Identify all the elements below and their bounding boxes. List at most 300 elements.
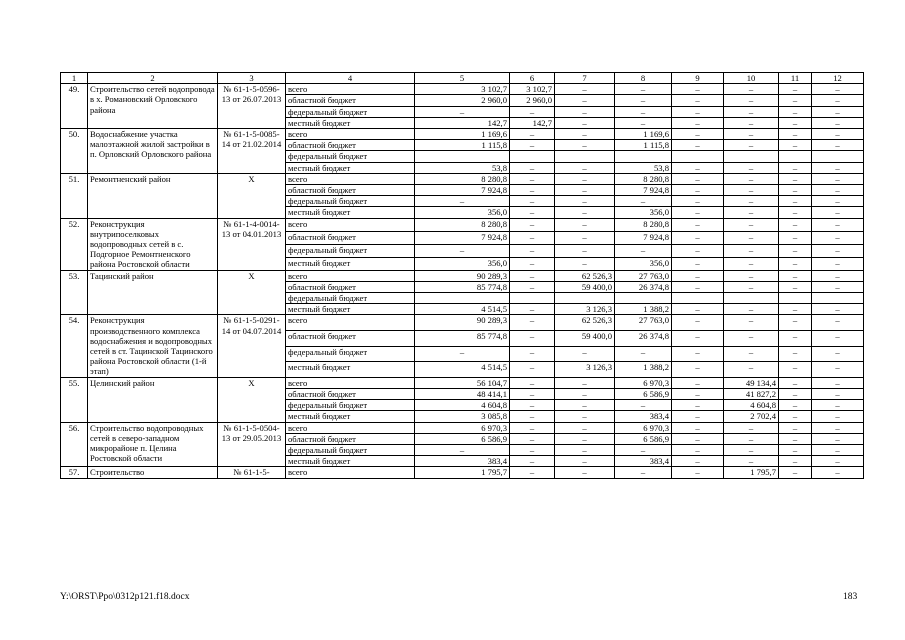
amount-cell: – — [672, 346, 724, 362]
amount-cell: 27 763,0 — [615, 315, 672, 331]
amount-cell: 2 960,0 — [510, 95, 555, 106]
budget-type: местный бюджет — [286, 257, 415, 270]
budget-type: федеральный бюджет — [286, 444, 415, 455]
amount-cell: – — [779, 433, 812, 444]
amount-cell: – — [724, 244, 779, 257]
amount-cell: – — [779, 444, 812, 455]
page-number: 183 — [843, 592, 858, 602]
amount-cell: – — [779, 95, 812, 106]
amount-cell: – — [555, 140, 615, 151]
amount-cell: – — [615, 467, 672, 478]
object-name: Целинский район — [88, 377, 218, 422]
budget-type: всего — [286, 218, 415, 231]
amount-cell: 90 289,3 — [415, 270, 510, 281]
amount-cell: – — [510, 270, 555, 281]
amount-cell: – — [672, 362, 724, 378]
amount-cell: 49 134,4 — [724, 377, 779, 388]
amount-cell: – — [615, 106, 672, 117]
amount-cell: 2 960,0 — [415, 95, 510, 106]
amount-cell: – — [555, 207, 615, 218]
amount-cell: – — [779, 304, 812, 315]
amount-cell: 3 102,7 — [510, 84, 555, 95]
amount-cell: 383,4 — [615, 456, 672, 467]
amount-cell: – — [615, 117, 672, 128]
budget-type: местный бюджет — [286, 456, 415, 467]
table-row — [61, 377, 864, 388]
amount-cell: 383,4 — [415, 456, 510, 467]
amount-cell: – — [724, 315, 779, 331]
amount-cell: 1 388,2 — [615, 304, 672, 315]
amount-cell: 4 604,8 — [724, 400, 779, 411]
amount-cell: – — [724, 257, 779, 270]
amount-cell: – — [615, 346, 672, 362]
amount-cell: 1 115,8 — [615, 140, 672, 151]
column-number: 6 — [510, 73, 555, 84]
amount-cell: – — [672, 84, 724, 95]
amount-cell: – — [812, 162, 864, 173]
budget-type: местный бюджет — [286, 362, 415, 378]
amount-cell — [555, 151, 615, 162]
table-row — [61, 173, 864, 184]
amount-cell: 53,8 — [615, 162, 672, 173]
amount-cell: – — [510, 377, 555, 388]
amount-cell: – — [555, 117, 615, 128]
amount-cell — [779, 151, 812, 162]
amount-cell: – — [510, 244, 555, 257]
budget-type: областной бюджет — [286, 95, 415, 106]
amount-cell: 48 414,1 — [415, 388, 510, 399]
amount-cell: 3 126,3 — [555, 362, 615, 378]
amount-cell: 27 763,0 — [615, 270, 672, 281]
amount-cell: – — [812, 377, 864, 388]
amount-cell: 356,0 — [615, 257, 672, 270]
amount-cell: 142,7 — [510, 117, 555, 128]
amount-cell: – — [812, 315, 864, 331]
amount-cell: – — [672, 388, 724, 399]
amount-cell: – — [672, 231, 724, 244]
row-number: 56. — [61, 422, 88, 467]
budget-type: федеральный бюджет — [286, 244, 415, 257]
amount-cell — [615, 151, 672, 162]
budget-type: областной бюджет — [286, 433, 415, 444]
amount-cell: – — [779, 257, 812, 270]
amount-cell: – — [812, 244, 864, 257]
amount-cell: 85 774,8 — [415, 331, 510, 347]
table-row — [61, 218, 864, 231]
amount-cell: 7 924,8 — [415, 185, 510, 196]
amount-cell: – — [555, 456, 615, 467]
amount-cell: – — [615, 196, 672, 207]
amount-cell: 6 586,9 — [615, 388, 672, 399]
amount-cell: – — [672, 411, 724, 422]
budget-type: областной бюджет — [286, 388, 415, 399]
amount-cell: – — [510, 218, 555, 231]
column-number: 11 — [779, 73, 812, 84]
amount-cell: 1 795,7 — [724, 467, 779, 478]
amount-cell: – — [672, 95, 724, 106]
amount-cell: – — [510, 315, 555, 331]
document-number: № 61-1-4-0014-13 от 04.01.2013 — [218, 218, 286, 270]
amount-cell: – — [555, 185, 615, 196]
budget-type: областной бюджет — [286, 231, 415, 244]
budget-type: всего — [286, 377, 415, 388]
amount-cell: – — [724, 207, 779, 218]
amount-cell: – — [555, 444, 615, 455]
amount-cell: – — [779, 84, 812, 95]
document-number: Х — [218, 377, 286, 422]
object-name: Реконструкция внутрипоселковых водопроводных сетей в с. Подгорное Ремонтненского района Ростовской области — [88, 218, 218, 270]
amount-cell: 1 795,7 — [415, 467, 510, 478]
amount-cell — [510, 151, 555, 162]
document-number: № 61-1-5-0085-14 от 21.02.2014 — [218, 129, 286, 174]
column-number: 10 — [724, 73, 779, 84]
amount-cell: – — [555, 218, 615, 231]
amount-cell: 56 104,7 — [415, 377, 510, 388]
amount-cell: – — [812, 304, 864, 315]
amount-cell: – — [510, 173, 555, 184]
amount-cell: – — [812, 185, 864, 196]
amount-cell: – — [779, 388, 812, 399]
budget-type: местный бюджет — [286, 411, 415, 422]
amount-cell: 53,8 — [415, 162, 510, 173]
amount-cell: 62 526,3 — [555, 315, 615, 331]
amount-cell: – — [510, 185, 555, 196]
amount-cell: – — [555, 196, 615, 207]
amount-cell: – — [510, 281, 555, 292]
amount-cell — [812, 293, 864, 304]
amount-cell: – — [812, 411, 864, 422]
amount-cell: 8 280,8 — [615, 218, 672, 231]
amount-cell: – — [812, 196, 864, 207]
amount-cell: – — [510, 388, 555, 399]
amount-cell: – — [672, 467, 724, 478]
amount-cell: 4 604,8 — [415, 400, 510, 411]
amount-cell: – — [779, 129, 812, 140]
amount-cell: – — [415, 106, 510, 117]
amount-cell: – — [779, 117, 812, 128]
amount-cell — [510, 293, 555, 304]
amount-cell: 6 586,9 — [615, 433, 672, 444]
document-number: № 61-1-5- — [218, 467, 286, 478]
column-number: 8 — [615, 73, 672, 84]
amount-cell: – — [812, 270, 864, 281]
amount-cell: – — [779, 173, 812, 184]
amount-cell: – — [672, 129, 724, 140]
amount-cell: 6 970,3 — [615, 422, 672, 433]
amount-cell: – — [812, 444, 864, 455]
amount-cell: – — [672, 444, 724, 455]
amount-cell: – — [555, 173, 615, 184]
amount-cell: 1 115,8 — [415, 140, 510, 151]
amount-cell: – — [779, 231, 812, 244]
amount-cell: – — [415, 244, 510, 257]
amount-cell: – — [724, 456, 779, 467]
budget-type: всего — [286, 315, 415, 331]
row-number: 50. — [61, 129, 88, 174]
amount-cell: 7 924,8 — [415, 231, 510, 244]
header-row — [61, 73, 864, 84]
amount-cell: – — [779, 331, 812, 347]
amount-cell: – — [779, 467, 812, 478]
column-number: 2 — [88, 73, 218, 84]
amount-cell: – — [555, 388, 615, 399]
amount-cell: – — [510, 106, 555, 117]
budget-type: областной бюджет — [286, 331, 415, 347]
amount-cell — [415, 293, 510, 304]
amount-cell: 7 924,8 — [615, 185, 672, 196]
amount-cell: – — [724, 346, 779, 362]
amount-cell: – — [812, 388, 864, 399]
budget-type: областной бюджет — [286, 140, 415, 151]
amount-cell: 356,0 — [415, 257, 510, 270]
row-number: 51. — [61, 173, 88, 218]
budget-type: федеральный бюджет — [286, 346, 415, 362]
table-row — [61, 315, 864, 331]
amount-cell: – — [510, 362, 555, 378]
amount-cell: – — [724, 422, 779, 433]
amount-cell: 142,7 — [415, 117, 510, 128]
amount-cell — [555, 293, 615, 304]
amount-cell: – — [724, 196, 779, 207]
row-number: 52. — [61, 218, 88, 270]
amount-cell: – — [724, 129, 779, 140]
amount-cell: – — [672, 162, 724, 173]
amount-cell: 8 280,8 — [615, 173, 672, 184]
amount-cell: – — [555, 244, 615, 257]
amount-cell: – — [672, 304, 724, 315]
amount-cell: – — [615, 84, 672, 95]
amount-cell: – — [555, 377, 615, 388]
object-name: Водоснабжение участка малоэтажной жилой застройки в п. Орловский Орловского района — [88, 129, 218, 174]
budget-type: федеральный бюджет — [286, 196, 415, 207]
amount-cell — [615, 293, 672, 304]
amount-cell: – — [672, 244, 724, 257]
budget-type: федеральный бюджет — [286, 293, 415, 304]
amount-cell: – — [510, 444, 555, 455]
amount-cell: – — [672, 433, 724, 444]
budget-type: местный бюджет — [286, 304, 415, 315]
document-number: Х — [218, 270, 286, 315]
amount-cell: – — [812, 257, 864, 270]
amount-cell — [672, 151, 724, 162]
amount-cell: – — [510, 196, 555, 207]
budget-type: местный бюджет — [286, 207, 415, 218]
amount-cell: – — [555, 95, 615, 106]
amount-cell: – — [779, 281, 812, 292]
amount-cell: – — [779, 162, 812, 173]
document-number: Х — [218, 173, 286, 218]
amount-cell: – — [812, 218, 864, 231]
budget-type: всего — [286, 422, 415, 433]
column-number: 1 — [61, 73, 88, 84]
amount-cell: – — [672, 456, 724, 467]
amount-cell: – — [510, 231, 555, 244]
amount-cell: – — [555, 346, 615, 362]
row-number: 53. — [61, 270, 88, 315]
amount-cell: – — [724, 162, 779, 173]
row-number: 54. — [61, 315, 88, 377]
amount-cell: – — [724, 270, 779, 281]
amount-cell: – — [779, 185, 812, 196]
amount-cell: – — [510, 304, 555, 315]
amount-cell: – — [779, 456, 812, 467]
amount-cell: – — [724, 231, 779, 244]
amount-cell: – — [510, 411, 555, 422]
budget-type: всего — [286, 173, 415, 184]
amount-cell: 3 102,7 — [415, 84, 510, 95]
amount-cell: – — [510, 207, 555, 218]
amount-cell: – — [724, 362, 779, 378]
amount-cell: – — [812, 106, 864, 117]
amount-cell: – — [510, 331, 555, 347]
amount-cell: 356,0 — [415, 207, 510, 218]
table-row — [61, 84, 864, 95]
amount-cell: – — [724, 281, 779, 292]
document-number: № 61-1-5-0596-13 от 26.07.2013 — [218, 84, 286, 129]
amount-cell — [672, 293, 724, 304]
amount-cell: – — [724, 218, 779, 231]
budget-type: федеральный бюджет — [286, 400, 415, 411]
amount-cell — [415, 151, 510, 162]
amount-cell: – — [415, 196, 510, 207]
amount-cell: – — [779, 106, 812, 117]
amount-cell: – — [615, 400, 672, 411]
column-number: 7 — [555, 73, 615, 84]
amount-cell: – — [510, 140, 555, 151]
amount-cell: – — [510, 422, 555, 433]
amount-cell: 59 400,0 — [555, 281, 615, 292]
amount-cell: – — [779, 346, 812, 362]
amount-cell: – — [510, 346, 555, 362]
amount-cell: – — [724, 433, 779, 444]
amount-cell: – — [779, 196, 812, 207]
amount-cell: – — [779, 270, 812, 281]
amount-cell: – — [812, 207, 864, 218]
amount-cell: 26 374,8 — [615, 331, 672, 347]
object-name: Строительство водопроводных сетей в северо-западном микрорайоне п. Целина Ростовской области — [88, 422, 218, 467]
amount-cell: – — [615, 95, 672, 106]
amount-cell: – — [812, 84, 864, 95]
amount-cell: – — [555, 411, 615, 422]
amount-cell: 26 374,8 — [615, 281, 672, 292]
amount-cell: – — [724, 106, 779, 117]
amount-cell: 3 085,8 — [415, 411, 510, 422]
amount-cell: – — [779, 140, 812, 151]
amount-cell: – — [555, 231, 615, 244]
budget-table — [60, 72, 864, 479]
amount-cell: 6 970,3 — [615, 377, 672, 388]
amount-cell: – — [672, 106, 724, 117]
column-number: 3 — [218, 73, 286, 84]
amount-cell: – — [615, 444, 672, 455]
amount-cell: 8 280,8 — [415, 173, 510, 184]
amount-cell: – — [672, 315, 724, 331]
amount-cell: – — [510, 129, 555, 140]
table-row — [61, 270, 864, 281]
object-name: Реконструкция производственного комплекса водоснабжения и водопроводных сетей в ст. Тацинской Тацинского района Ростовской области (1-й этап) — [88, 315, 218, 377]
budget-type: областной бюджет — [286, 185, 415, 196]
amount-cell: – — [555, 129, 615, 140]
amount-cell: – — [724, 117, 779, 128]
amount-cell: – — [812, 173, 864, 184]
document-number: № 61-1-5-0504-13 от 29.05.2013 — [218, 422, 286, 467]
amount-cell: – — [555, 400, 615, 411]
column-number: 5 — [415, 73, 510, 84]
amount-cell: – — [779, 377, 812, 388]
amount-cell: – — [812, 331, 864, 347]
amount-cell: – — [672, 173, 724, 184]
amount-cell: – — [812, 140, 864, 151]
amount-cell: 85 774,8 — [415, 281, 510, 292]
amount-cell: – — [510, 162, 555, 173]
amount-cell: – — [555, 433, 615, 444]
amount-cell — [812, 151, 864, 162]
amount-cell: – — [779, 422, 812, 433]
amount-cell: 90 289,3 — [415, 315, 510, 331]
amount-cell: – — [510, 456, 555, 467]
amount-cell: 4 514,5 — [415, 362, 510, 378]
amount-cell: – — [672, 218, 724, 231]
amount-cell: – — [672, 140, 724, 151]
amount-cell: – — [812, 129, 864, 140]
amount-cell: 3 126,3 — [555, 304, 615, 315]
amount-cell: 1 169,6 — [415, 129, 510, 140]
amount-cell: – — [779, 207, 812, 218]
budget-type: всего — [286, 270, 415, 281]
amount-cell: – — [555, 106, 615, 117]
document-number: № 61-1-5-0291-14 от 04.07.2014 — [218, 315, 286, 377]
amount-cell: – — [812, 362, 864, 378]
amount-cell: – — [672, 331, 724, 347]
amount-cell: 41 827,2 — [724, 388, 779, 399]
amount-cell: – — [724, 331, 779, 347]
amount-cell: 1 169,6 — [615, 129, 672, 140]
amount-cell: – — [672, 196, 724, 207]
amount-cell: – — [779, 362, 812, 378]
amount-cell: – — [555, 257, 615, 270]
table-row — [61, 129, 864, 140]
budget-type: областной бюджет — [286, 281, 415, 292]
amount-cell: – — [672, 207, 724, 218]
amount-cell: – — [510, 400, 555, 411]
amount-cell: – — [812, 95, 864, 106]
column-number: 4 — [286, 73, 415, 84]
amount-cell: – — [672, 422, 724, 433]
amount-cell: – — [812, 117, 864, 128]
amount-cell: 6 586,9 — [415, 433, 510, 444]
table-row — [61, 422, 864, 433]
amount-cell: 62 526,3 — [555, 270, 615, 281]
object-name: Ремонтненский район — [88, 173, 218, 218]
amount-cell: – — [672, 400, 724, 411]
amount-cell: – — [510, 467, 555, 478]
table-row — [61, 467, 864, 478]
amount-cell: 4 514,5 — [415, 304, 510, 315]
footer-file-path: Y:\ORST\Ppo\0312p121.f18.docx — [60, 592, 190, 602]
budget-type: местный бюджет — [286, 162, 415, 173]
amount-cell: – — [812, 281, 864, 292]
amount-cell: 356,0 — [615, 207, 672, 218]
amount-cell: – — [510, 257, 555, 270]
amount-cell: – — [812, 467, 864, 478]
amount-cell: – — [672, 117, 724, 128]
amount-cell: – — [415, 444, 510, 455]
row-number: 57. — [61, 467, 88, 478]
row-number: 55. — [61, 377, 88, 422]
amount-cell: – — [555, 84, 615, 95]
budget-type: всего — [286, 129, 415, 140]
budget-type: федеральный бюджет — [286, 151, 415, 162]
